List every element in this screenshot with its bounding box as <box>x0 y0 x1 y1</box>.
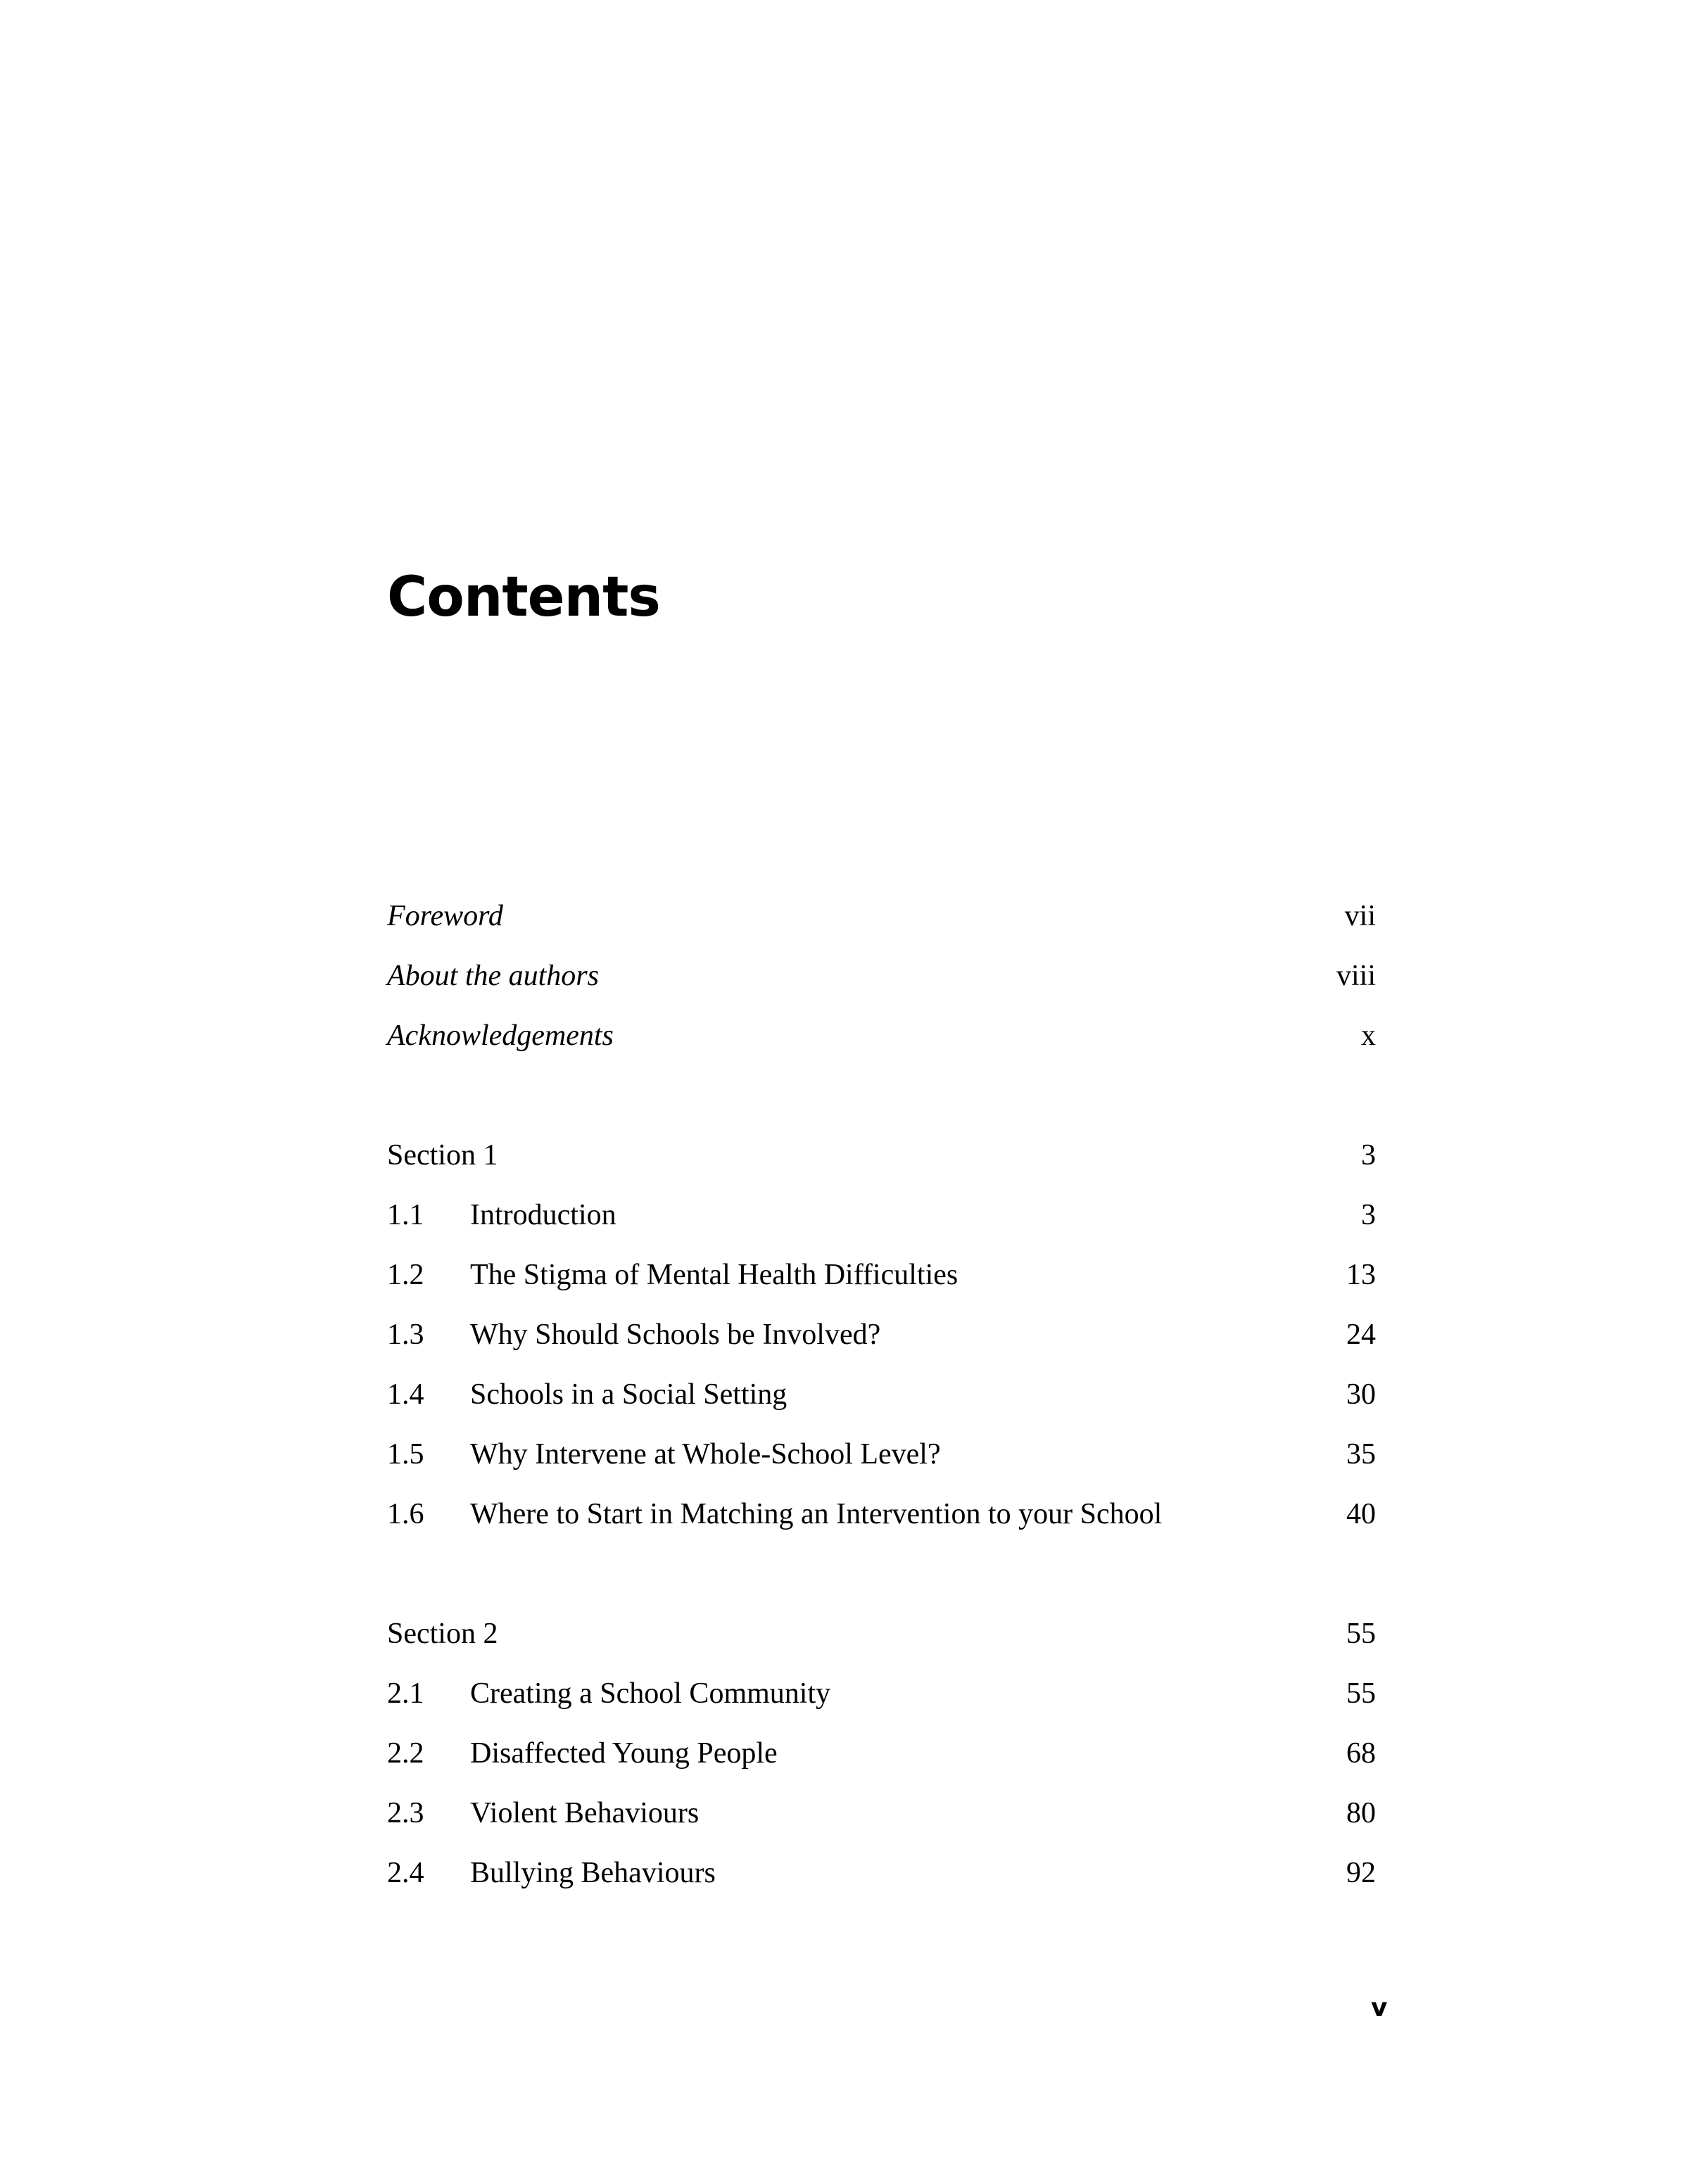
toc-entry-foreword[interactable] <box>387 898 1376 958</box>
toc-entry-acknowledgements[interactable] <box>387 1017 1376 1077</box>
section-spacer <box>387 1556 1376 1615</box>
toc-entry-title: Why Intervene at Whole-School Level? <box>470 1438 941 1471</box>
toc-entry-page: 3 <box>1361 1199 1376 1231</box>
toc-entry-title: Disaffected Young People <box>470 1737 778 1770</box>
toc-entry-number: 1.3 <box>387 1319 424 1351</box>
toc-section-1[interactable] <box>387 1137 1376 1197</box>
toc-entry-number: 2.1 <box>387 1677 424 1710</box>
toc-entry-title: Acknowledgements <box>387 1020 614 1052</box>
toc-entry-page: 24 <box>1346 1319 1376 1351</box>
toc-entry-1-5[interactable] <box>387 1436 1376 1496</box>
toc-section-title: Section 1 <box>387 1139 498 1172</box>
toc-entry-page: 30 <box>1346 1378 1376 1411</box>
toc-entry-1-4[interactable] <box>387 1376 1376 1436</box>
toc-entry-page: viii <box>1336 960 1376 992</box>
toc-entry-page: 55 <box>1346 1677 1376 1710</box>
toc-entry-page: 92 <box>1346 1857 1376 1889</box>
section-spacer <box>387 1077 1376 1137</box>
toc-entry-number: 1.6 <box>387 1498 424 1530</box>
toc-entry-number: 1.2 <box>387 1259 424 1291</box>
toc-entry-2-2[interactable] <box>387 1735 1376 1795</box>
toc-entry-page: 68 <box>1346 1737 1376 1770</box>
toc-entry-number: 2.3 <box>387 1797 424 1829</box>
toc-entry-title: Violent Behaviours <box>470 1797 700 1829</box>
toc-section-page: 3 <box>1361 1139 1376 1172</box>
toc-entry-title: Introduction <box>470 1199 616 1231</box>
toc-entry-2-3[interactable] <box>387 1795 1376 1855</box>
toc-entry-title: Foreword <box>387 900 503 932</box>
toc-entry-title: Bullying Behaviours <box>470 1857 716 1889</box>
toc-entry-title: Creating a School Community <box>470 1677 831 1710</box>
toc-entry-number: 2.2 <box>387 1737 424 1770</box>
toc-entry-title: Why Should Schools be Involved? <box>470 1319 881 1351</box>
toc-entry-page: 13 <box>1346 1259 1376 1291</box>
toc-entry-number: 2.4 <box>387 1857 424 1889</box>
toc-entry-title: Schools in a Social Setting <box>470 1378 787 1411</box>
toc-entry-2-4[interactable] <box>387 1855 1376 1915</box>
toc-entry-page: vii <box>1344 900 1376 932</box>
toc-entry-1-6[interactable] <box>387 1496 1376 1556</box>
toc-entry-2-1[interactable] <box>387 1675 1376 1735</box>
toc-entry-number: 1.1 <box>387 1199 424 1231</box>
toc-section-2[interactable] <box>387 1615 1376 1675</box>
toc-entry-title: The Stigma of Mental Health Difficulties <box>470 1259 959 1291</box>
toc-entry-number: 1.4 <box>387 1378 424 1411</box>
toc-entry-1-3[interactable] <box>387 1316 1376 1376</box>
toc-entry-number: 1.5 <box>387 1438 424 1471</box>
page-title: Contents <box>387 566 660 629</box>
page-number: v <box>1371 1993 1388 2022</box>
toc-entry-1-2[interactable] <box>387 1257 1376 1316</box>
toc-section-title: Section 2 <box>387 1618 498 1650</box>
toc-entry-page: 40 <box>1346 1498 1376 1530</box>
toc-entry-page: 35 <box>1346 1438 1376 1471</box>
toc-section-page: 55 <box>1346 1618 1376 1650</box>
table-of-contents <box>387 898 1376 1915</box>
toc-entry-page: 80 <box>1346 1797 1376 1829</box>
toc-entry-1-1[interactable] <box>387 1197 1376 1257</box>
toc-entry-page: x <box>1361 1020 1376 1052</box>
toc-entry-title: About the authors <box>387 960 599 992</box>
toc-entry-about-the-authors[interactable] <box>387 958 1376 1017</box>
toc-entry-title: Where to Start in Matching an Intervention to your School <box>470 1498 1163 1530</box>
